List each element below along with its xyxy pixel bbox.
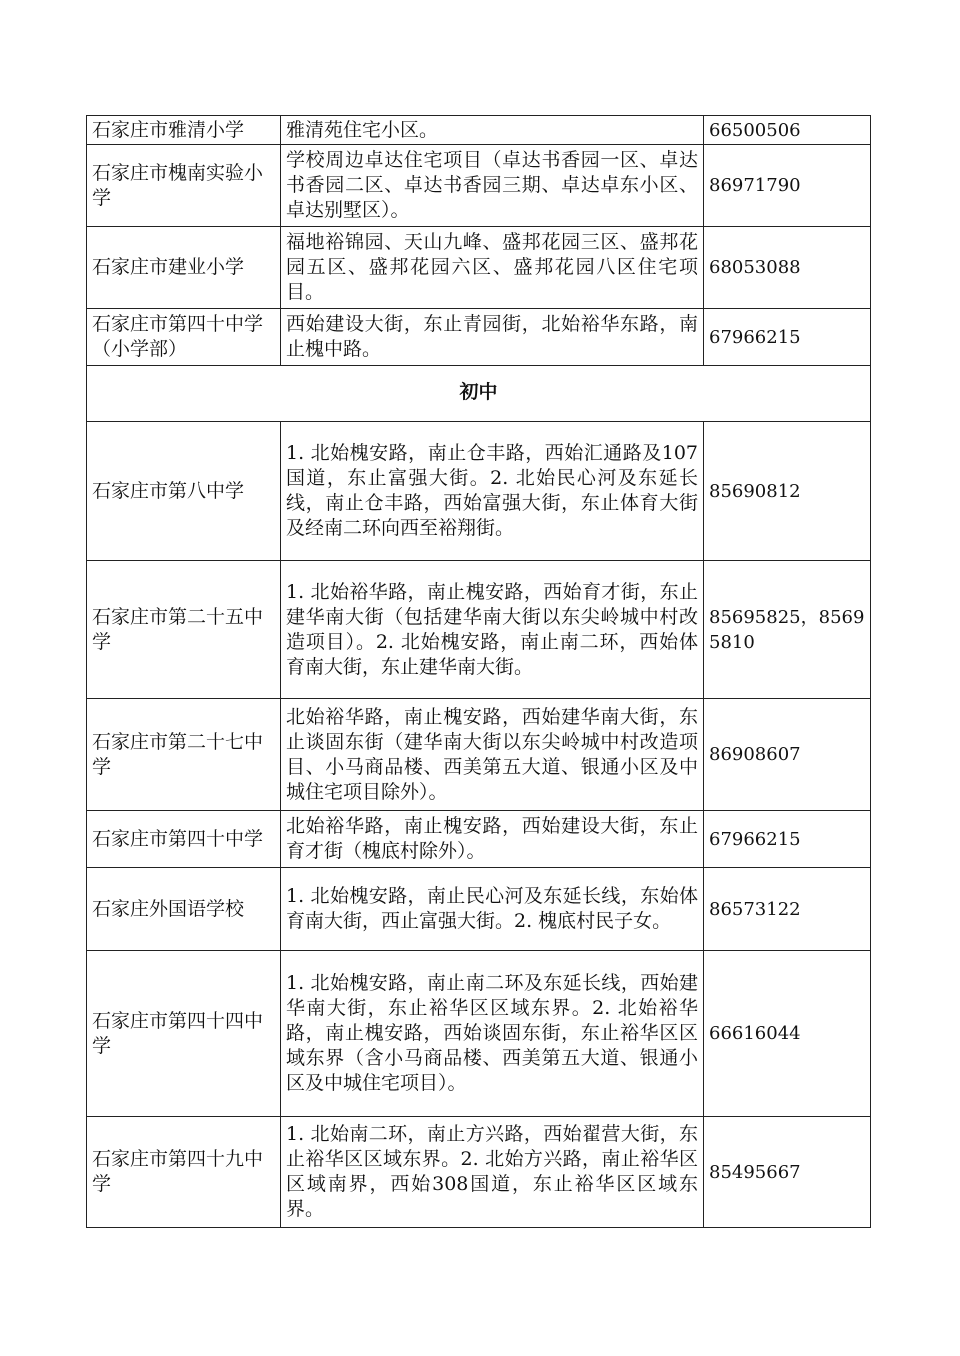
enrollment-area: 1. 北始南二环，南止方兴路，西始翟营大街，东止裕华区区域东界。2. 北始方兴路，南止裕华区区域南界，西始308国道，东止裕华区区域东界。 bbox=[281, 1117, 704, 1228]
table-row bbox=[87, 227, 871, 309]
phone-number: 86908607 bbox=[704, 699, 871, 811]
table-row bbox=[87, 811, 871, 868]
phone-number: 67966215 bbox=[704, 309, 871, 366]
table-row bbox=[87, 309, 871, 366]
table-row bbox=[87, 951, 871, 1117]
enrollment-area: 雅清苑住宅小区。 bbox=[281, 116, 704, 145]
phone-number: 68053088 bbox=[704, 227, 871, 309]
enrollment-area: 西始建设大街，东止青园街，北始裕华东路，南止槐中路。 bbox=[281, 309, 704, 366]
enrollment-area: 1. 北始槐安路，南止民心河及东延长线，东始体育南大街，西止富强大街。2. 槐底村民子女。 bbox=[281, 868, 704, 951]
school-name: 石家庄市第二十五中学 bbox=[87, 561, 281, 699]
enrollment-area: 学校周边卓达住宅项目（卓达书香园一区、卓达书香园二区、卓达书香园三期、卓达卓东小区、卓达别墅区）。 bbox=[281, 145, 704, 227]
phone-number: 85695825，85695810 bbox=[704, 561, 871, 699]
phone-number: 86573122 bbox=[704, 868, 871, 951]
phone-number: 85690812 bbox=[704, 422, 871, 561]
phone-number: 67966215 bbox=[704, 811, 871, 868]
school-name: 石家庄市雅清小学 bbox=[87, 116, 281, 145]
phone-number: 86971790 bbox=[704, 145, 871, 227]
school-name: 石家庄市第八中学 bbox=[87, 422, 281, 561]
school-district-table bbox=[86, 115, 871, 1228]
school-name: 石家庄市第二十七中学 bbox=[87, 699, 281, 811]
school-name: 石家庄市建业小学 bbox=[87, 227, 281, 309]
table-row bbox=[87, 145, 871, 227]
phone-number: 85495667 bbox=[704, 1117, 871, 1228]
enrollment-area: 福地裕锦园、天山九峰、盛邦花园三区、盛邦花园五区、盛邦花园六区、盛邦花园八区住宅项目。 bbox=[281, 227, 704, 309]
table-row bbox=[87, 422, 871, 561]
section-row bbox=[87, 366, 871, 422]
phone-number: 66616044 bbox=[704, 951, 871, 1117]
school-name: 石家庄外国语学校 bbox=[87, 868, 281, 951]
enrollment-area: 北始裕华路，南止槐安路，西始建设大街，东止育才街（槐底村除外）。 bbox=[281, 811, 704, 868]
table-row bbox=[87, 116, 871, 145]
section-heading-cell bbox=[87, 366, 871, 422]
table-row bbox=[87, 699, 871, 811]
enrollment-area: 北始裕华路，南止槐安路，西始建华南大街，东止谈固东街（建华南大街以东尖岭城中村改造项目、小马商品楼、西美第五大道、银通小区及中城住宅项目除外）。 bbox=[281, 699, 704, 811]
enrollment-area: 1. 北始槐安路，南止南二环及东延长线，西始建华南大街，东止裕华区区域东界。2. 北始裕华路，南止槐安路，西始谈固东街，东止裕华区区域东界（含小马商品楼、西美第五大道、银通小区及中城住宅项目）。 bbox=[281, 951, 704, 1117]
school-name: 石家庄市槐南实验小学 bbox=[87, 145, 281, 227]
school-name: 石家庄市第四十中学（小学部） bbox=[87, 309, 281, 366]
enrollment-area: 1. 北始槐安路，南止仓丰路，西始汇通路及107国道，东止富强大街。2. 北始民心河及东延长线，南止仓丰路，西始富强大街，东止体育大街及经南二环向西至裕翔街。 bbox=[281, 422, 704, 561]
table-row bbox=[87, 868, 871, 951]
table-row bbox=[87, 561, 871, 699]
school-name: 石家庄市第四十九中学 bbox=[87, 1117, 281, 1228]
school-name: 石家庄市第四十中学 bbox=[87, 811, 281, 868]
school-name: 石家庄市第四十四中学 bbox=[87, 951, 281, 1117]
section-title: 初中 bbox=[459, 381, 498, 403]
phone-number: 66500506 bbox=[704, 116, 871, 145]
table-row bbox=[87, 1117, 871, 1228]
enrollment-area: 1. 北始裕华路，南止槐安路，西始育才街，东止建华南大街（包括建华南大街以东尖岭城中村改造项目）。2. 北始槐安路，南止南二环，西始体育南大街，东止建华南大街。 bbox=[281, 561, 704, 699]
